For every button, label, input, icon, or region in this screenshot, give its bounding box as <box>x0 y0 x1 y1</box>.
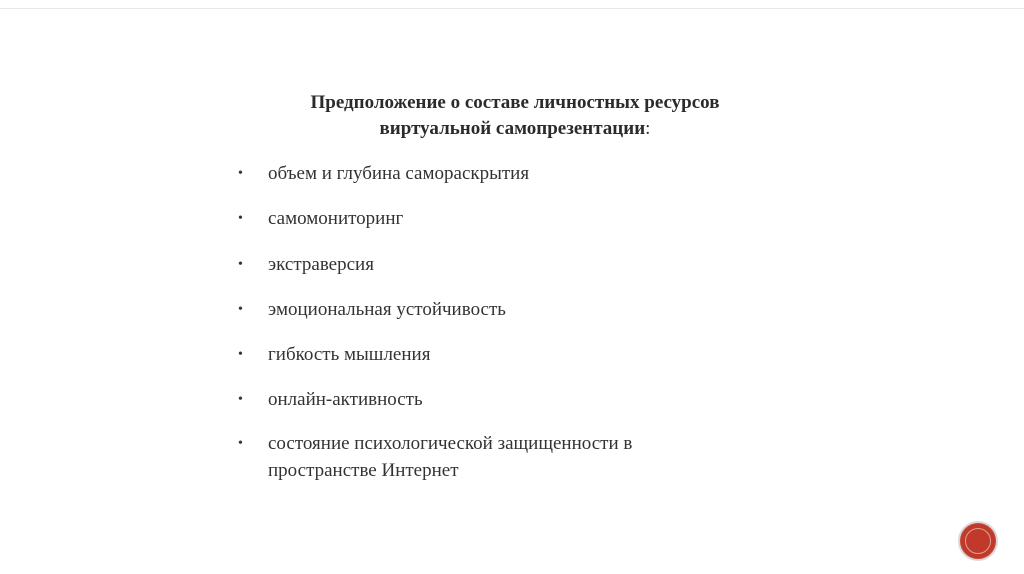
bullet-text-multiline <box>268 430 758 484</box>
list-item <box>238 160 758 187</box>
bullet-text: онлайн-активность <box>268 389 423 410</box>
bullet-icon: • <box>238 257 243 272</box>
bullet-text-line-1: состояние психологической защищенности в <box>268 433 633 454</box>
slide-heading <box>200 90 830 142</box>
list-item <box>238 251 758 278</box>
heading-line-2 <box>200 116 830 142</box>
bullet-text-line-2: пространстве Интернет <box>268 460 459 481</box>
heading-line-2-text: виртуальной самопрезентации <box>379 118 646 139</box>
bullet-icon: • <box>238 302 243 317</box>
list-item <box>238 205 758 232</box>
bullet-text: объем и глубина самораскрытия <box>268 163 530 184</box>
top-divider <box>0 8 1024 9</box>
bullet-icon: • <box>238 166 243 181</box>
heading-colon: : <box>645 118 651 139</box>
list-item <box>238 296 758 323</box>
list-item <box>238 341 758 368</box>
slide-nav-circle-icon[interactable] <box>958 521 998 561</box>
bullet-icon: • <box>238 436 243 451</box>
bullet-icon: • <box>238 347 243 362</box>
bullet-text: экстраверсия <box>268 254 374 275</box>
nav-circle-inner-ring <box>965 528 991 554</box>
bullet-icon: • <box>238 211 243 226</box>
list-item <box>238 430 758 484</box>
bullet-icon: • <box>238 392 243 407</box>
heading-line-1: Предположение о составе личностных ресурсов <box>310 92 720 113</box>
bullet-text: самомониторинг <box>268 208 404 229</box>
bullet-text: гибкость мышления <box>268 344 431 365</box>
bullet-text: эмоциональная устойчивость <box>268 299 506 320</box>
list-item <box>238 386 758 413</box>
